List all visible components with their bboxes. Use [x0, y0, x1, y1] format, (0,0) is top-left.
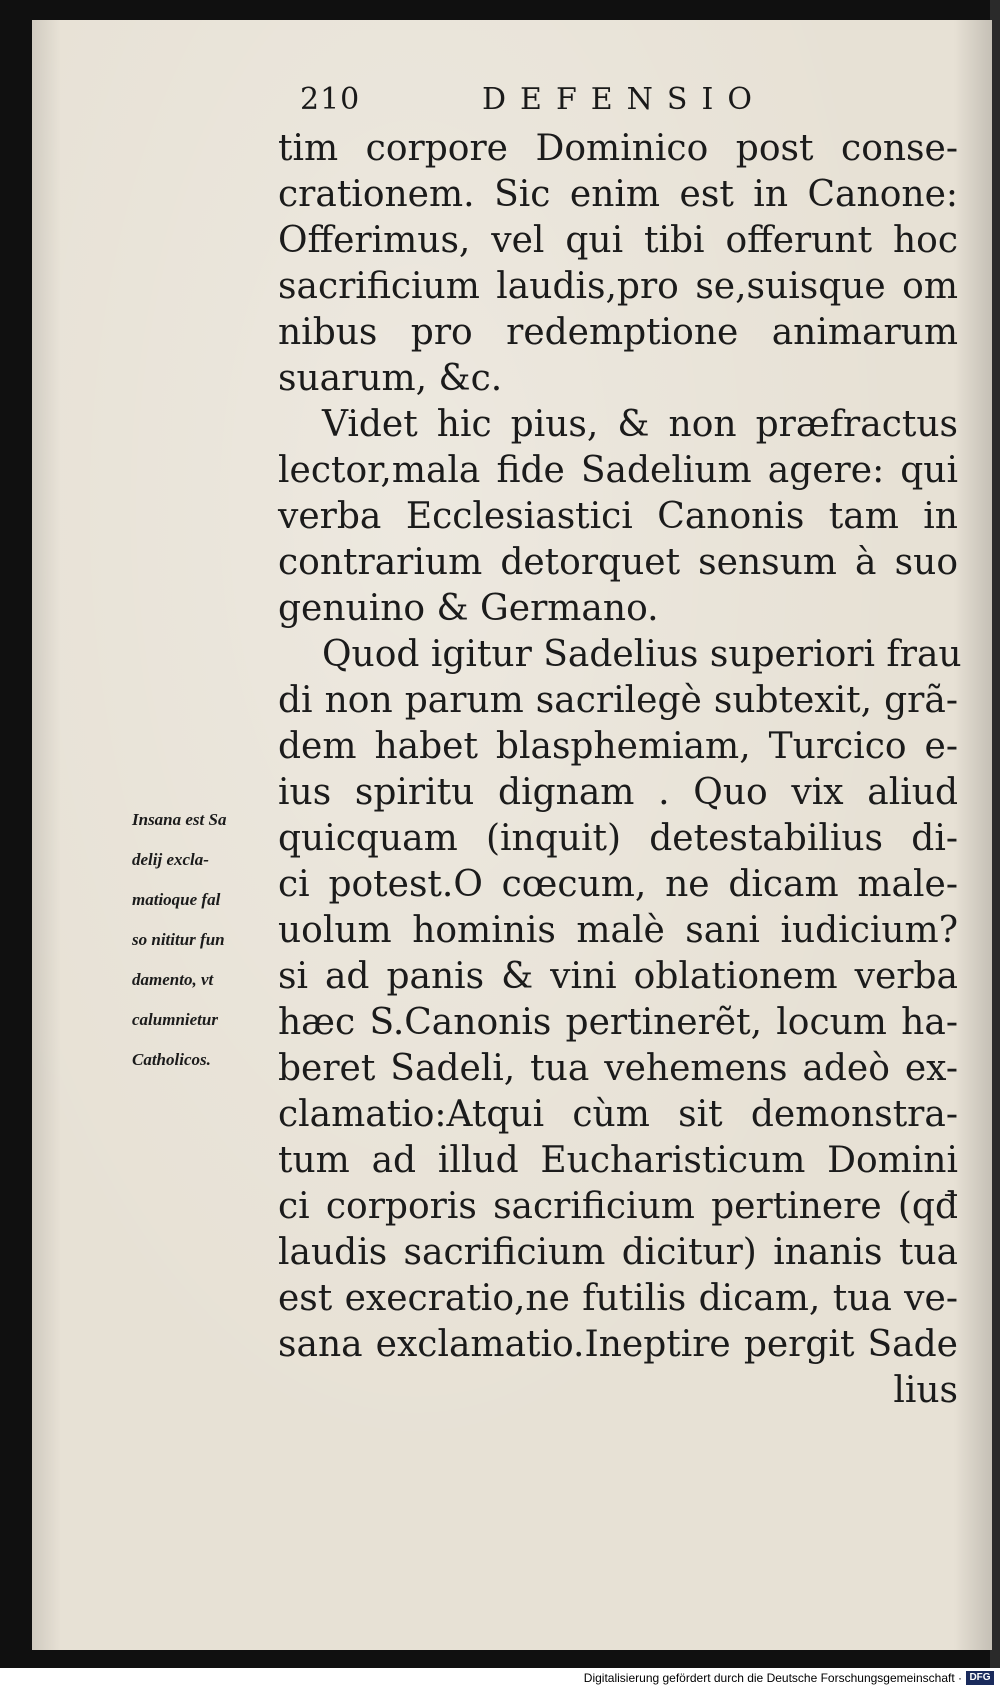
text-line: ci potest.O cœcum, ne dicam male-	[278, 864, 958, 905]
text-line: lector,mala fide Sadelium agere: qui	[278, 450, 958, 491]
text-line: tum ad illud Eucharisticum Domini	[278, 1140, 958, 1181]
text-line: sana exclamatio.Ineptire pergit Sade	[278, 1324, 958, 1365]
text-line: di non parum sacrilegè subtexit, grã-	[278, 680, 958, 721]
text-line: est execratio,ne futilis dicam, tua ve-	[278, 1278, 958, 1319]
margin-note-line: damento, vt	[132, 970, 214, 989]
text-line: quicquam (inquit) detestabilius di-	[278, 818, 958, 859]
dfg-logo: DFG	[966, 1671, 994, 1685]
text-line: si ad panis & vini oblationem verba	[278, 956, 958, 997]
page-number: 210	[300, 82, 361, 117]
text-line: beret Sadeli, tua vehemens adeò ex-	[278, 1048, 958, 1089]
running-head	[300, 82, 820, 122]
text-line: laudis sacrificium dicitur) inanis tua	[278, 1232, 958, 1273]
text-line: hæc S.Canonis pertinerẽt, locum ha-	[278, 1002, 958, 1043]
footer-credit: Digitalisierung gefördert durch die Deutsche Forschungsgemeinschaft ·	[583, 1671, 962, 1685]
text-line: dem habet blasphemiam, Turcico e-	[278, 726, 958, 767]
text-line: Offerimus, vel qui tibi offerunt hoc	[278, 220, 958, 261]
running-title: DEFENSIO	[482, 82, 766, 117]
text-line: Quod igitur Sadelius superiori frau	[322, 634, 962, 675]
margin-note-line: delij excla-	[132, 850, 209, 869]
margin-note-line: Catholicos.	[132, 1050, 211, 1069]
text-line: crationem. Sic enim est in Canone:	[278, 174, 958, 215]
body-text	[278, 126, 962, 1414]
catchword: lius	[893, 1370, 958, 1411]
text-line: uolum hominis malè sani iudicium?	[278, 910, 958, 951]
text-line: ci corporis sacrificium pertinere (qđ	[278, 1186, 958, 1227]
text-line: sacrificium laudis,pro se,suisque om	[278, 266, 958, 307]
text-line: tim corpore Dominico post conse-	[278, 128, 958, 169]
text-line: Videt hic pius, & non præfractus	[322, 404, 958, 445]
text-line: contrarium detorquet sensum à suo	[278, 542, 958, 583]
text-line: nibus pro redemptione animarum	[278, 312, 958, 353]
text-line: genuino & Germano.	[278, 588, 659, 629]
margin-note-line: so nititur fun	[132, 930, 225, 949]
text-line: clamatio:Atqui cùm sit demonstra-	[278, 1094, 958, 1135]
text-line: suarum, &c.	[278, 358, 503, 399]
margin-note-line: calumnietur	[132, 1010, 218, 1029]
marginal-note	[132, 800, 282, 1080]
margin-note-line: Insana est Sa	[132, 810, 227, 829]
digitization-footer	[0, 1668, 1000, 1689]
text-line: verba Ecclesiastici Canonis tam in	[278, 496, 958, 537]
margin-note-line: matioque fal	[132, 890, 221, 909]
text-line: ius spiritu dignam . Quo vix aliud	[278, 772, 958, 813]
